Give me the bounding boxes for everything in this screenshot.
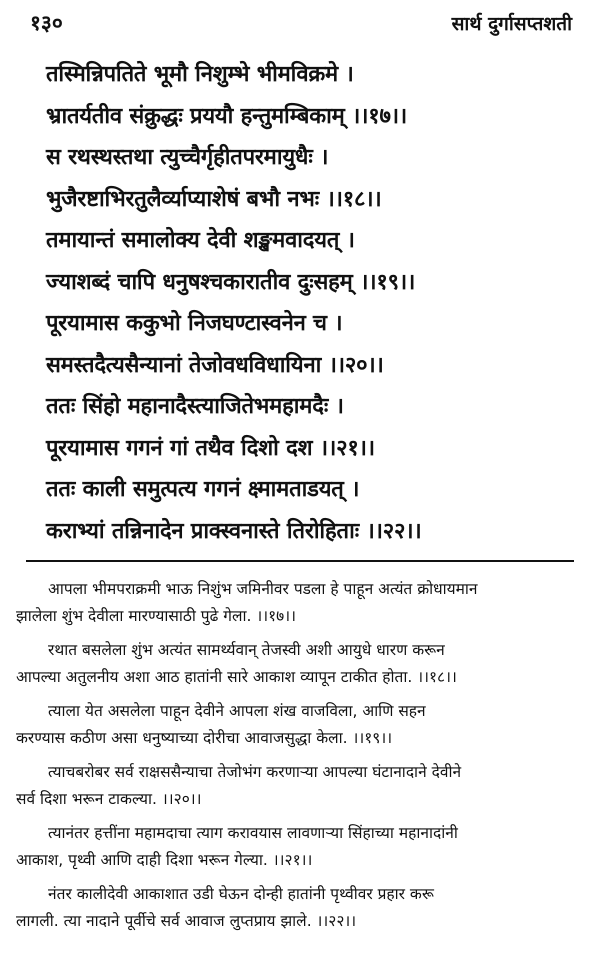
marathi-translation bbox=[16, 576, 582, 942]
translation-line: त्याला येत असलेला पाहून देवीने आपला शंख वाजविला, आणि सहन bbox=[48, 702, 426, 720]
translation-paragraph bbox=[16, 576, 582, 630]
verse-line: पूरयामास गगनं गां तथैव दिशो दश ।।२१।। bbox=[46, 435, 375, 461]
translation-line: सर्व दिशा भरून टाकल्या. ।।२०।। bbox=[16, 790, 202, 808]
book-title: सार्थ दुर्गासप्तशती bbox=[451, 13, 572, 35]
translation-line: करण्यास कठीण असा धनुष्याच्या दोरीचा आवाजसुद्धा केला. ।।१९।। bbox=[16, 729, 393, 747]
verse-line: भुजैरष्टाभिरतुलैर्व्याप्याशेषं बभौ नभः ।।१८।। bbox=[46, 186, 382, 212]
verse-line: ज्याशब्दं चापि धनुषश्चकारातीव दुःसहम् ।।१९।। bbox=[46, 269, 416, 295]
translation-line: लागली. त्या नादाने पूर्वीचे सर्व आवाज लुप्तप्राय झाले. ।।२२।। bbox=[16, 912, 357, 930]
verse-line: ततः काली समुत्पत्य गगनं क्ष्मामताडयत् । bbox=[46, 477, 360, 502]
page-header bbox=[30, 8, 572, 38]
section-divider bbox=[26, 560, 574, 562]
sanskrit-verses bbox=[46, 54, 586, 552]
verse-line: समस्तदैत्यसैन्यानां तेजोवधविधायिना ।।२०।। bbox=[46, 352, 384, 378]
translation-paragraph bbox=[16, 698, 582, 752]
verse-line: पूरयामास ककुभो निजघण्टास्वनेन च । bbox=[46, 311, 343, 336]
translation-line: आपल्या अतुलनीय अशा आठ हातांनी सारे आकाश व्यापून टाकीत होता. ।।१८।। bbox=[16, 668, 457, 686]
translation-line: रथात बसलेला शुंभ अत्यंत सामर्थ्यवान् तेजस्वी अशी आयुधे धारण करून bbox=[48, 641, 445, 659]
translation-paragraph bbox=[16, 637, 582, 691]
translation-line: त्याचबरोबर सर्व राक्षससैन्याचा तेजोभंग करणाऱ्या आपल्या घंटानादाने देवीने bbox=[48, 763, 462, 781]
translation-line: आकाश, पृथ्वी आणि दाही दिशा भरून गेल्या. ।।२१।। bbox=[16, 851, 313, 869]
verse-line: तस्मिन्निपतिते भूमौ निशुम्भे भीमविक्रमे । bbox=[46, 62, 354, 87]
verse-line: तमायान्तं समालोक्य देवी शङ्खमवादयत् । bbox=[46, 228, 355, 253]
translation-paragraph bbox=[16, 820, 582, 874]
translation-line: त्यानंतर हत्तींना महामदाचा त्याग करावयास लावणाऱ्या सिंहाच्या महानादांनी bbox=[48, 824, 458, 842]
translation-paragraph bbox=[16, 881, 582, 935]
translation-line: झालेला शुंभ देवीला मारण्यासाठी पुढे गेला. ।।१७।। bbox=[16, 607, 296, 625]
translation-line: आपला भीमपराक्रमी भाऊ निशुंभ जमिनीवर पडला हे पाहून अत्यंत क्रोधायमान bbox=[48, 580, 478, 598]
verse-line: ततः सिंहो महानादैस्त्याजितेभमहामदैः । bbox=[46, 394, 344, 419]
page-number: १३० bbox=[30, 11, 63, 35]
translation-line: नंतर कालीदेवी आकाशात उडी घेऊन दोन्ही हातांनी पृथ्वीवर प्रहार करू bbox=[48, 885, 434, 903]
verse-line: कराभ्यां तन्निनादेन प्राक्स्वनास्ते तिरोहिताः ।।२२।। bbox=[46, 518, 422, 544]
verse-line: भ्रातर्यतीव संक्रुद्धः प्रययौ हन्तुमम्बिकाम् ।।१७।। bbox=[46, 103, 408, 129]
translation-paragraph bbox=[16, 759, 582, 813]
verse-line: स रथस्थस्तथा त्युच्चैर्गृहीतपरमायुधैः । bbox=[46, 145, 329, 170]
